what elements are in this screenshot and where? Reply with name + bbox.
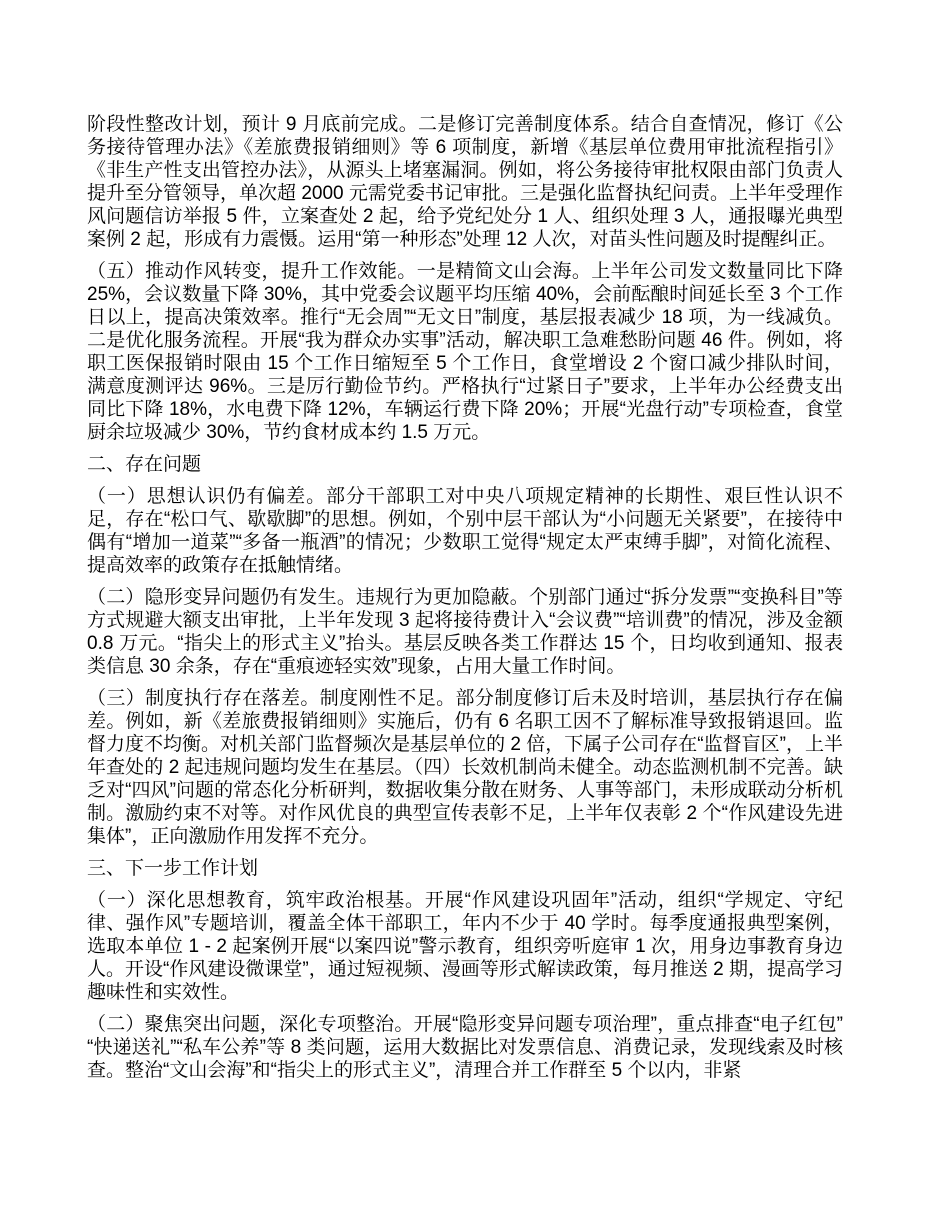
para-work-style-transformation: （五）推动作风转变，提升工作效能。一是精简文山会海。上半年公司发文数量同比下降 25%，会议数量下降 30%，其中党委会议题平均压缩 40%，会前酝酿时间延长至 3 个工作日以上，提高决策效率。推行“无会周”“无文日”制度，基层报表减少 18 项，为一线减负。二是优化服务流程。开展“我为群众办实事”活动，解决职工急难愁盼问题 46 件。例如，将职工医保报销时限由 15 个工作日缩短至 5 个工作日，食堂增设 2 个窗口减少排队时间，满意度测评达 96%。三是厉行勤俭节约。严格执行“过紧日子”要求，上半年办公经费支出同比下降 18%，水电费下降 12%，车辆运行费下降 20%；开展“光盘行动”专项检查，食堂厨余垃圾减少 30%，节约食材成本约 1.5 万元。 (87, 261, 843, 443)
para-plan-2-special-rectification: （二）聚焦突出问题，深化专项整治。开展“隐形变异问题专项治理”，重点排查“电子红包”“快递送礼”“私车公养”等 8 类问题，运用大数据比对发票信息、消费记录，发现线索及时核查。整治“文山会海”和“指尖上的形式主义”，清理合并工作群至 5 个以内，非紧 (87, 1014, 843, 1081)
para-problem-3-4-institution-mechanism: （三）制度执行存在落差。制度刚性不足。部分制度修订后未及时培训，基层执行存在偏差。例如，新《差旅费报销细则》实施后，仍有 6 名职工因不了解标准导致报销退回。监督力度不均衡。对机关部门监督频次是基层单位的 2 倍，下属子公司存在“监督盲区”，上半年查处的 2 起违规问题均发生在基层。（四）长效机制尚未健全。动态监测机制不完善。缺乏对“四风”问题的常态化分析研判，数据收集分散在财务、人事等部门，未形成联动分析机制。激励约束不对等。对作风优良的典型宣传表彰不足，上半年仅表彰 2 个“作风建设先进集体”，正向激励作用发挥不充分。 (87, 688, 843, 847)
para-rectification-progress: 阶段性整改计划，预计 9 月底前完成。二是修订完善制度体系。结合自查情况，修订《公务接待管理办法》《差旅费报销细则》等 6 项制度，新增《基层单位费用审批流程指引》《非生产性支出管控办法》，从源头上堵塞漏洞。例如，将公务接待审批权限由部门负责人提升至分管领导，单次超 2000 元需党委书记审批。三是强化监督执纪问责。上半年受理作风问题信访举报 5 件，立案查处 2 起，给予党纪处分 1 人、组织处理 3 人，通报曝光典型案例 2 起，形成有力震慑。运用“第一种形态”处理 12 人次，对苗头性问题及时提醒纠正。 (87, 114, 843, 250)
heading-section-2-problems: 二、存在问题 (87, 454, 202, 475)
para-problem-1-ideology: （一）思想认识仍有偏差。部分干部职工对中央八项规定精神的长期性、艰巨性认识不足，存在“松口气、歇歇脚”的思想。例如，个别中层干部认为“小问题无关紧要”，在接待中偶有“增加一道菜”“多备一瓶酒”的情况；少数职工觉得“规定太严束缚手脚”，对简化流程、提高效率的政策存在抵触情绪。 (87, 486, 843, 576)
document-text-column (87, 113, 843, 1091)
para-problem-2-hidden-violations: （二）隐形变异问题仍有发生。违规行为更加隐蔽。个别部门通过“拆分发票”“变换科目”等方式规避大额支出审批，上半年发现 3 起将接待费计入“会议费”“培训费”的情况，涉及金额 0.8 万元。“指尖上的形式主义”抬头。基层反映各类工作群达 15 个，日均收到通知、报表类信息 30 余条，存在“重痕迹轻实效”现象，占用大量工作时间。 (87, 587, 843, 677)
para-plan-1-education: （一）深化思想教育，筑牢政治根基。开展“作风建设巩固年”活动，组织“学规定、守纪律、强作风”专题培训，覆盖全体干部职工，年内不少于 40 学时。每季度通报典型案例，选取本单位 1 - 2 起案例开展“以案四说”警示教育，组织旁听庭审 1 次，用身边事教育身边人。开设“作风建设微课堂”，通过短视频、漫画等形式解读政策，每月推送 2 期，提高学习趣味性和实效性。 (87, 890, 843, 1003)
heading-section-3-next-steps: 三、下一步工作计划 (87, 858, 259, 879)
